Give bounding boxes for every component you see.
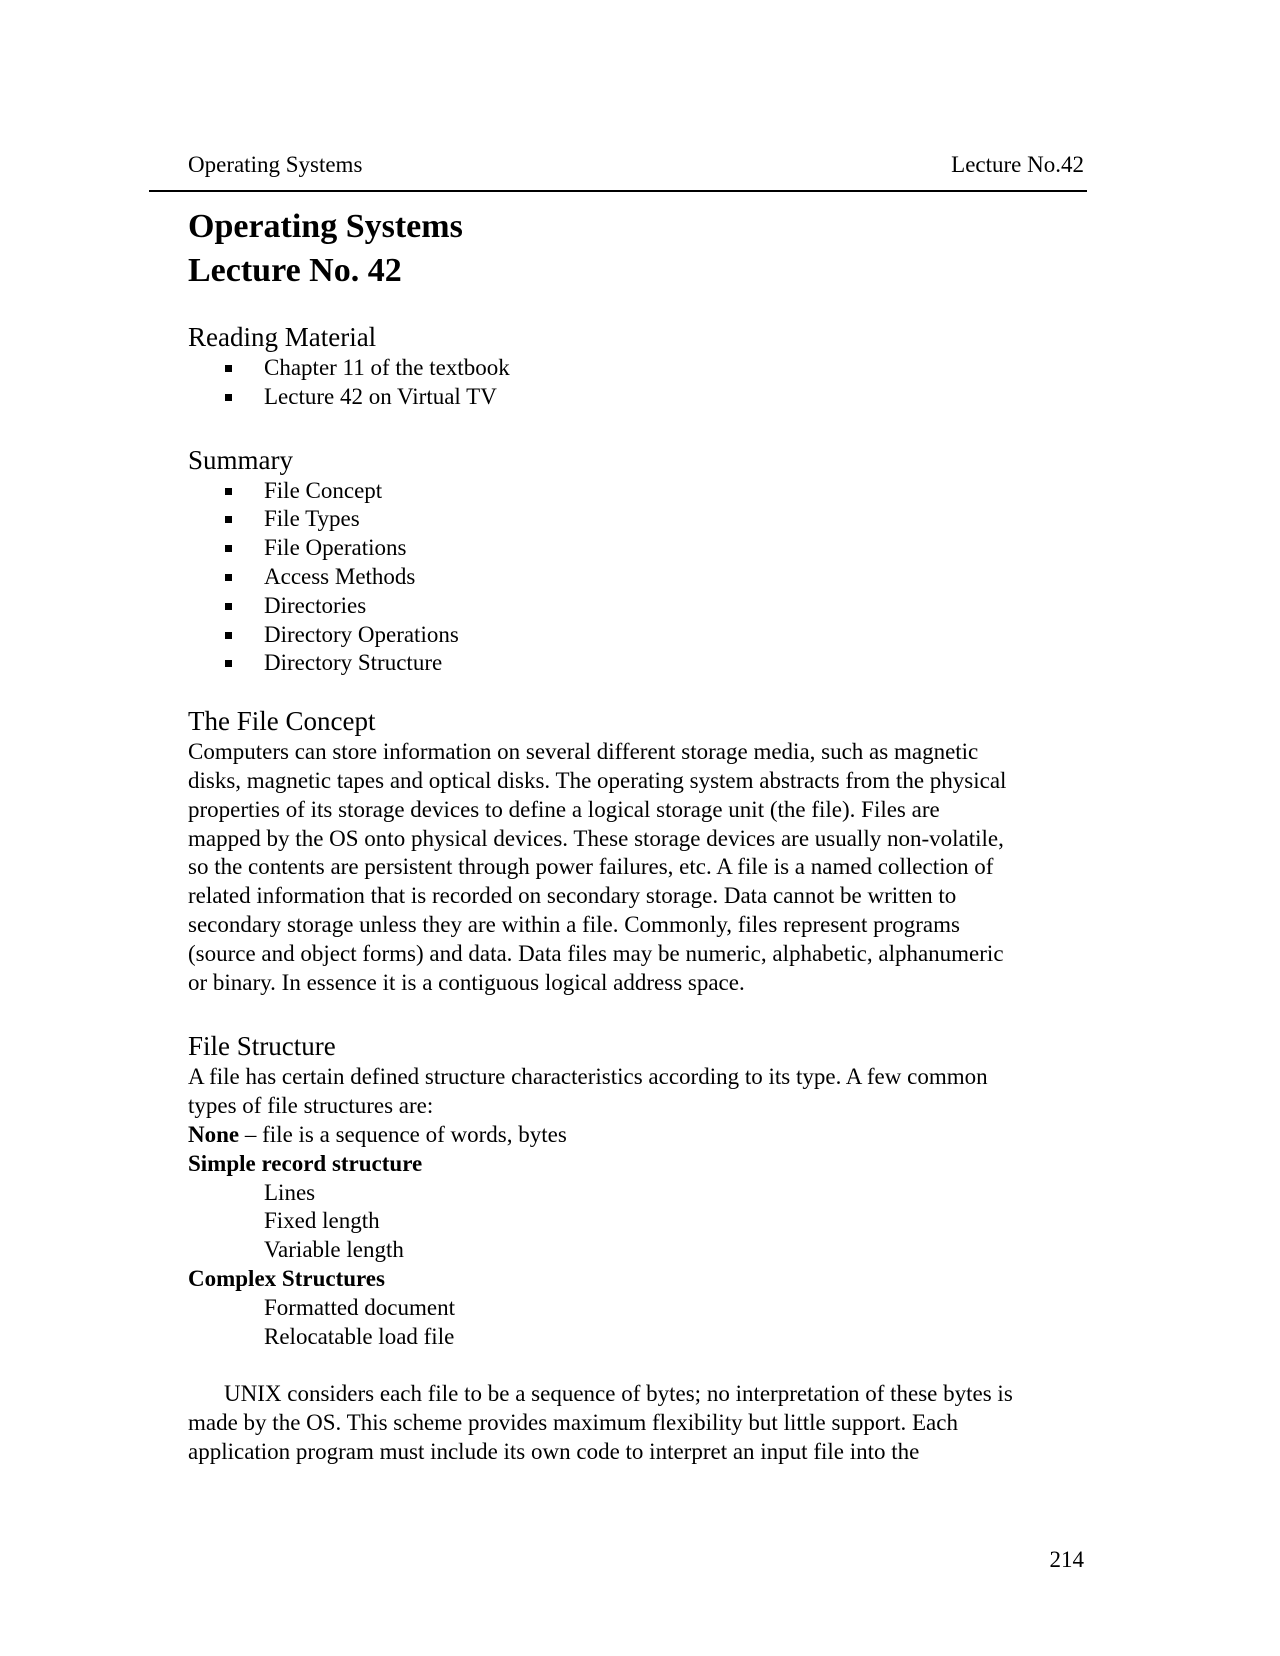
list-item bbox=[188, 534, 1088, 563]
complex-structures-label: Complex Structures bbox=[188, 1265, 385, 1291]
spacer bbox=[188, 412, 1088, 443]
square-bullet-icon bbox=[225, 394, 232, 401]
square-bullet-icon bbox=[225, 660, 232, 667]
complex-structure-item: Formatted document bbox=[264, 1294, 455, 1320]
square-bullet-icon bbox=[225, 365, 232, 372]
simple-structure-item: Fixed length bbox=[264, 1208, 380, 1234]
simple-record-structure-label: Simple record structure bbox=[188, 1150, 423, 1176]
page-content bbox=[188, 205, 1088, 1467]
text-line: or binary. In essence it is a contiguous logical address space. bbox=[188, 969, 745, 995]
text-line: so the contents are persistent through power failures, etc. A file is a named collection of bbox=[188, 854, 994, 880]
square-bullet-icon bbox=[225, 603, 232, 610]
list-item-text: File Types bbox=[264, 506, 360, 532]
square-bullet-icon bbox=[225, 574, 232, 581]
list-item-text: File Concept bbox=[264, 477, 383, 503]
spacer bbox=[188, 678, 1088, 704]
list-item-text: Access Methods bbox=[264, 563, 416, 589]
list-item bbox=[188, 477, 1088, 506]
text-line: properties of its storage devices to define a logical storage unit (the file). Files are bbox=[188, 796, 940, 822]
text-line: made by the OS. This scheme provides maximum flexibility but little support. Each bbox=[188, 1410, 958, 1436]
header-divider bbox=[149, 190, 1087, 192]
page-title-course: Operating Systems bbox=[188, 208, 463, 245]
list-item bbox=[188, 649, 1088, 678]
text-line: disks, magnetic tapes and optical disks. The operating system abstracts from the physical bbox=[188, 767, 1007, 793]
structure-none-label: None bbox=[188, 1121, 240, 1147]
spacer bbox=[188, 293, 1088, 320]
text-line: (source and object forms) and data. Data files may be numeric, alphabetic, alphanumeric bbox=[188, 940, 1004, 966]
file-structure-heading: File Structure bbox=[188, 1031, 336, 1062]
page-title-lecture: Lecture No. 42 bbox=[188, 252, 402, 289]
structure-none-line bbox=[188, 1121, 1088, 1150]
text-line: UNIX considers each file to be a sequence of bytes; no interpretation of these bytes is bbox=[224, 1381, 1013, 1407]
file-concept-paragraph bbox=[188, 738, 1088, 997]
running-header-course: Operating Systems bbox=[188, 152, 363, 177]
text-line: related information that is recorded on secondary storage. Data cannot be written to bbox=[188, 883, 957, 909]
list-item bbox=[188, 505, 1088, 534]
list-item-text: Chapter 11 of the textbook bbox=[264, 355, 510, 380]
square-bullet-icon bbox=[225, 516, 232, 523]
reading-material-list bbox=[188, 354, 1088, 412]
list-item-text: Directory Structure bbox=[264, 650, 443, 676]
text-line: Computers can store information on several different storage media, such as magnetic bbox=[188, 739, 979, 765]
spacer bbox=[188, 1351, 1088, 1380]
text-line: secondary storage unless they are within a file. Commonly, files represent programs bbox=[188, 911, 960, 937]
summary-heading: Summary bbox=[188, 444, 293, 475]
list-item bbox=[188, 563, 1088, 592]
summary-list bbox=[188, 477, 1088, 679]
square-bullet-icon bbox=[225, 488, 232, 495]
running-header-lecture: Lecture No.42 bbox=[951, 152, 1084, 177]
page-number: 214 bbox=[1049, 1547, 1084, 1572]
structure-none-text: – file is a sequence of words, bytes bbox=[239, 1121, 567, 1147]
simple-structure-item: Variable length bbox=[264, 1237, 404, 1263]
spacer bbox=[188, 997, 1088, 1029]
complex-structure-item: Relocatable load file bbox=[264, 1323, 455, 1349]
simple-structure-item: Lines bbox=[264, 1179, 316, 1205]
file-structure-intro bbox=[188, 1063, 1088, 1121]
list-item-text: Directories bbox=[264, 592, 367, 618]
square-bullet-icon bbox=[225, 632, 232, 639]
reading-material-heading: Reading Material bbox=[188, 322, 377, 352]
list-item bbox=[188, 383, 1088, 412]
list-item bbox=[188, 354, 1088, 383]
text-line: A file has certain defined structure characteristics according to its type. A few common bbox=[188, 1064, 988, 1090]
file-concept-heading: The File Concept bbox=[188, 706, 376, 737]
list-item-text: Lecture 42 on Virtual TV bbox=[264, 383, 497, 409]
unix-paragraph bbox=[188, 1380, 1088, 1466]
running-header bbox=[188, 150, 1084, 180]
list-item-text: File Operations bbox=[264, 535, 407, 561]
text-line: application program must include its own code to interpret an input file into the bbox=[188, 1438, 920, 1464]
page-title bbox=[188, 205, 1088, 293]
text-line: types of file structures are: bbox=[188, 1093, 434, 1119]
list-item-text: Directory Operations bbox=[264, 621, 459, 647]
list-item bbox=[188, 621, 1088, 650]
list-item bbox=[188, 592, 1088, 621]
square-bullet-icon bbox=[225, 545, 232, 552]
text-line: mapped by the OS onto physical devices. These storage devices are usually non-volatile, bbox=[188, 825, 1004, 851]
